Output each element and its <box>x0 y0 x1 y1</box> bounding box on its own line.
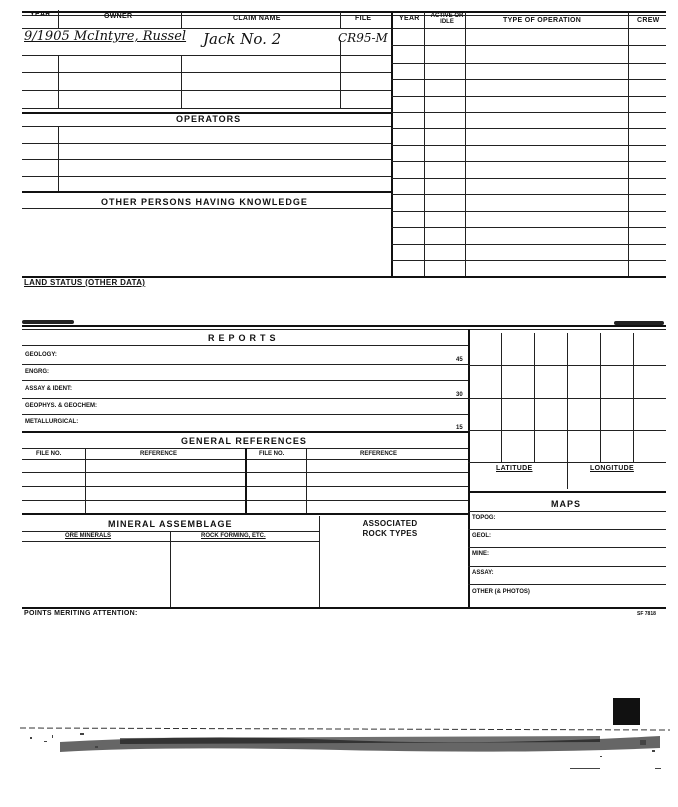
points-meriting-attention-label: POINTS MERITING ATTENTION: <box>24 610 138 617</box>
ref-header-file-no: FILE NO. <box>36 451 62 457</box>
header-active-idle: ACTIVE OR IDLE <box>430 13 464 25</box>
report-num-assay: 30 <box>456 392 463 398</box>
rock-forming-label: ROCK FORMING, ETC. <box>201 533 266 539</box>
operators-label: OPERATORS <box>176 114 242 124</box>
form-number: SF 7818 <box>637 611 656 617</box>
map-item-geol: GEOL: <box>472 533 491 539</box>
entry-file: CR95-M <box>338 31 388 45</box>
other-persons-label: OTHER PERSONS HAVING KNOWLEDGE <box>101 197 308 207</box>
header-year-2: YEAR <box>399 15 420 22</box>
map-item-other: OTHER (& PHOTOS) <box>472 589 530 595</box>
reports-title: REPORTS <box>208 333 280 343</box>
map-item-topog: TOPOG: <box>472 515 496 521</box>
ref-header-file-no-2: FILE NO. <box>259 451 285 457</box>
header-file: FILE <box>355 15 372 22</box>
ref-header-reference: REFERENCE <box>140 451 178 457</box>
report-label-engrg: ENGRG: <box>25 369 49 375</box>
header-crew: CREW <box>637 17 660 24</box>
longitude-label: LONGITUDE <box>590 465 634 472</box>
latitude-label: LATITUDE <box>496 465 533 472</box>
report-label-metallurgical: METALLURGICAL: <box>25 419 79 425</box>
report-num-metallurgical: 15 <box>456 425 463 431</box>
header-claim-name: CLAIM NAME <box>233 15 281 22</box>
report-label-geology: GEOLOGY: <box>25 352 57 358</box>
general-references-title: GENERAL REFERENCES <box>181 436 307 446</box>
header-type-of-operation: TYPE OF OPERATION <box>503 17 582 24</box>
land-status-label: LAND STATUS (OTHER DATA) <box>24 278 146 287</box>
scan-edge-noise <box>0 690 678 780</box>
report-num-geology: 45 <box>456 357 463 363</box>
ref-header-reference-2: REFERENCE <box>360 451 398 457</box>
report-label-geophys: GEOPHYS. & GEOCHEM: <box>25 403 98 409</box>
entry-year-owner: 9/1905 McIntyre, Russel <box>24 29 187 44</box>
map-item-assay: ASSAY: <box>472 570 494 576</box>
map-item-mine: MINE: <box>472 551 489 557</box>
entry-claim-name: Jack No. 2 <box>203 30 282 48</box>
ore-minerals-label: ORE MINERALS <box>65 533 112 539</box>
associated-rock-types-label: ASSOCIATED ROCK TYPES <box>362 519 418 538</box>
mineral-assemblage-title: MINERAL ASSEMBLAGE <box>108 519 233 529</box>
maps-title: MAPS <box>551 499 582 509</box>
header-owner: OWNER <box>104 13 133 20</box>
report-label-assay: ASSAY & IDENT: <box>25 386 73 392</box>
header-year: YEAR <box>30 11 51 18</box>
